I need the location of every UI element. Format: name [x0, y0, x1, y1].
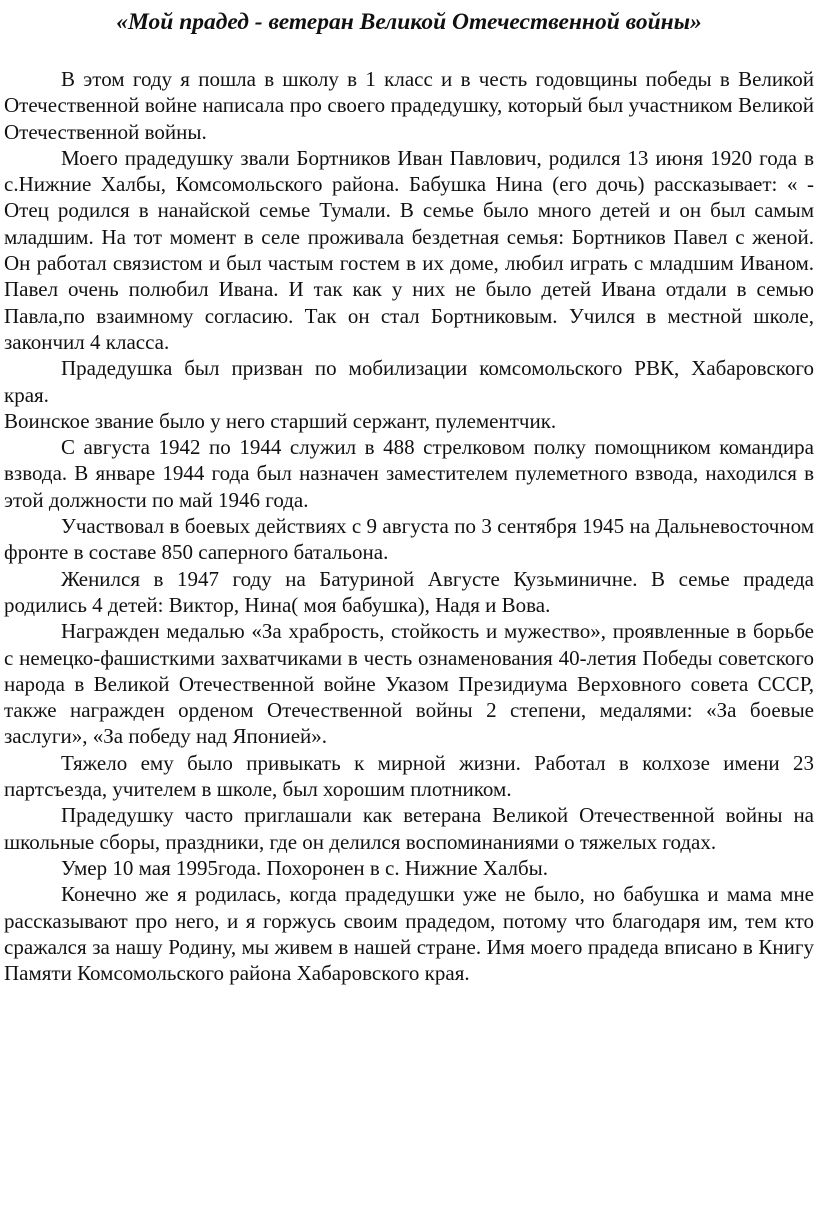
paragraph-postwar: Тяжело ему было привыкать к мирной жизни. Работал в колхозе имени 23 партсъезда, учителем в школе, был хорошим плотником. — [4, 750, 814, 802]
paragraph-mobilization: Прадедушка был призван по мобилизации комсомольского РВК, Хабаровского края. — [4, 356, 814, 407]
paragraph-combat: Участвовал в боевых действиях с 9 августа по 3 сентября 1945 на Дальневосточном фронте в составе 850 саперного батальона. — [4, 514, 814, 565]
paragraph-conclusion: Конечно же я родилась, когда прадедушки уже не было, но бабушка и мама мне рассказывают про него, и я горжусь своим прадедом, потому что благодаря им, тем кто сражался за нашу Родину, мы живем в нашей стране. Имя моего прадеда вписано в Книгу Памяти Комсомольского района Хабаровского края. — [4, 882, 814, 986]
paragraph-death: Умер 10 мая 1995года. Похоронен в с. Нижние Халбы. — [61, 855, 549, 880]
paragraph-biography: Моего прадедушку звали Бортников Иван Павлович, родился 13 июня 1920 года в с.Нижние Халбы, Комсомольского района. Бабушка Нина (его дочь) рассказывает: « - Отец родился в нанайской семье Тумали. В семье было много детей и он был самым младшим. На тот момент в селе проживала бездетная семья: Бортников Павел с женой. Он работал связистом и был частым гостем в их доме, любил играть с младшим Иваном. Павел очень полюбил Ивана. И так как у них не было детей Ивана отдали в семью Павла,по взаимному согласию. Так он стал Бортниковым. Учился в местной школе, закончил 4 класса. — [4, 145, 814, 354]
paragraph-intro: В этом году я пошла в школу в 1 класс и в честь годовщины победы в Великой Отечественной войне написала про своего прадедушку, который был участником Великой Отечественной войны. — [4, 67, 814, 144]
paragraph-awards: Награжден медалью «За храбрость, стойкость и мужество», проявленные в борьбе с немецко-фашисткими захватчиками в честь ознаменования 40-летия Победы советского народа в Великой Отечественной войне Указом Президиума Верховного совета СССР, также награжден орденом Отечественной войны 2 степени, медалями: «За боевые заслуги», «За победу над Японией». — [4, 619, 814, 749]
document-body — [4, 66, 814, 986]
paragraph-rank: Воинское звание было у него старший сержант, пулементчик. — [4, 408, 557, 433]
document-title: «Мой прадед - ветеран Великой Отечественной войны» — [116, 9, 702, 35]
paragraph-veteran: Прадедушку часто приглашали как ветерана Великой Отечественной войны на школьные сборы, праздники, где он делился воспоминаниями о тяжелых годах. — [4, 803, 814, 854]
paragraph-family: Женился в 1947 году на Батуриной Августе Кузьминичне. В семье прадеда родились 4 детей: Виктор, Нина( моя бабушка), Надя и Вова. — [4, 566, 814, 617]
paragraph-service: С августа 1942 по 1944 служил в 488 стрелковом полку помощником командира взвода. В январе 1944 года был назначен заместителем пулеметного взвода, находился в этой должности по май 1946 года. — [4, 435, 814, 512]
